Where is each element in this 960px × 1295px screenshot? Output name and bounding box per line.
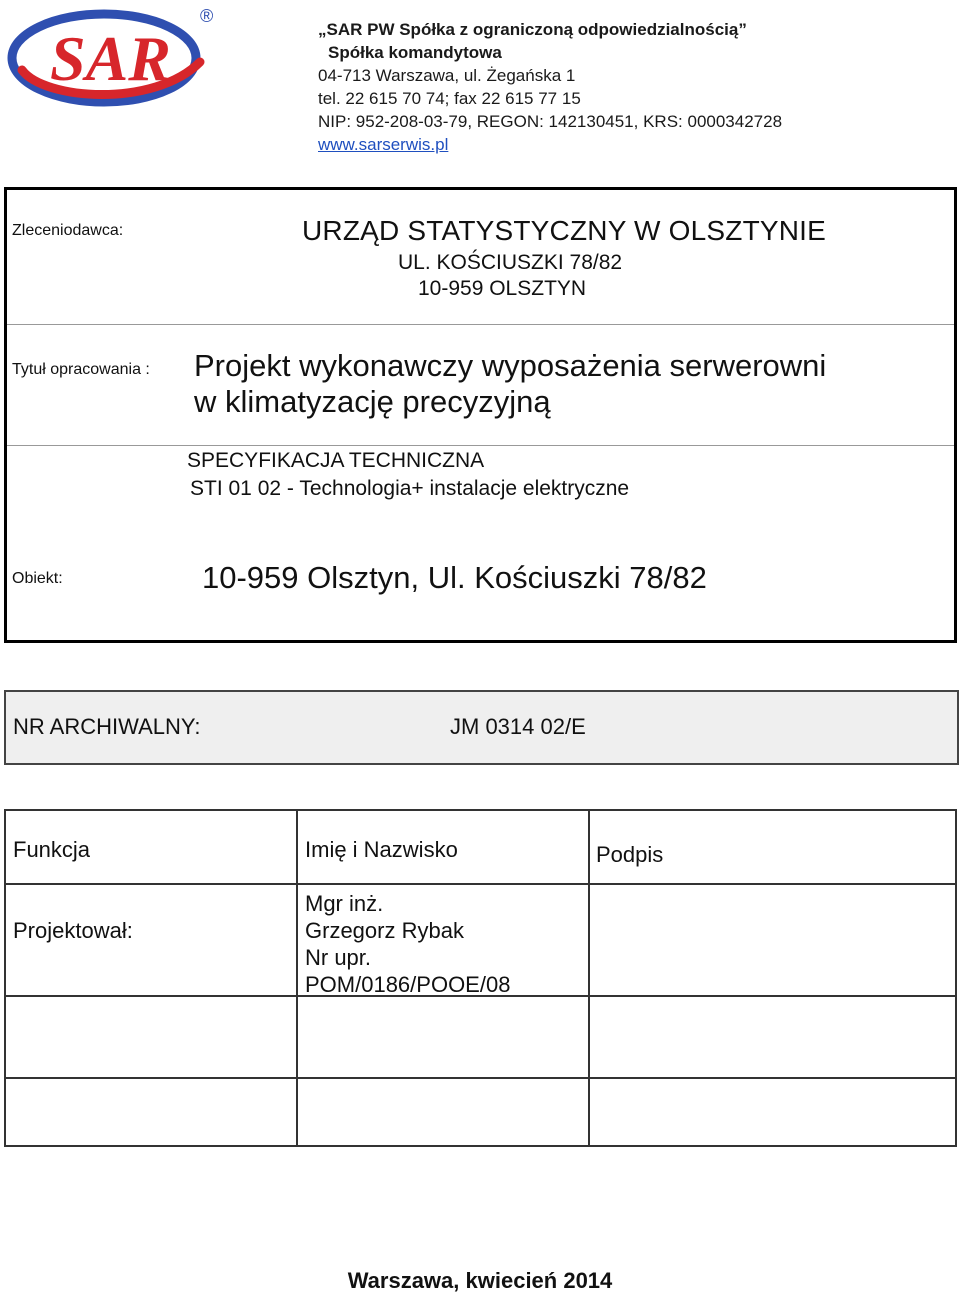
cell-name	[297, 884, 589, 996]
company-registry: NIP: 952-208-03-79, REGON: 142130451, KRS: 0000342728	[318, 112, 783, 131]
cell-signature	[589, 1078, 956, 1146]
table-header-row	[5, 810, 956, 884]
cell-signature	[589, 996, 956, 1078]
designer-title: Mgr inż.	[305, 891, 384, 916]
project-title-line1: Projekt wykonawczy wyposażenia serwerowni	[194, 348, 827, 383]
header-signature: Podpis	[596, 842, 664, 867]
header-cell-signature	[589, 810, 956, 884]
project-title-line2: w klimatyzację precyzyjną	[194, 384, 551, 419]
archive-label: NR ARCHIWALNY:	[13, 714, 201, 739]
divider-title	[7, 445, 954, 446]
logo-text: SAR	[50, 23, 171, 94]
sar-logo-graphic	[4, 0, 222, 112]
signature-table	[4, 809, 957, 1147]
place-and-date: Warszawa, kwiecień 2014	[347, 1268, 613, 1293]
client-name: URZĄD STATYSTYCZNY W OLSZTYNIE	[302, 215, 827, 246]
object-label: Obiekt:	[12, 570, 63, 587]
cell-name	[297, 996, 589, 1078]
company-name: „SAR PW Spółka z ograniczoną odpowiedzialnością”	[318, 20, 747, 39]
header-cell-name	[297, 810, 589, 884]
table-row	[5, 1078, 956, 1146]
function-designer: Projektował:	[13, 918, 133, 943]
archive-number: JM 0314 02/E	[450, 714, 586, 739]
company-address: 04-713 Warszawa, ul. Żegańska 1	[318, 66, 576, 85]
header-function: Funkcja	[13, 837, 91, 862]
cell-function	[5, 1078, 297, 1146]
client-label: Zleceniodawca:	[12, 222, 124, 239]
cell-name	[297, 1078, 589, 1146]
designer-name: Grzegorz Rybak	[305, 918, 464, 943]
company-phone: tel. 22 615 70 74; fax 22 615 77 15	[318, 89, 581, 108]
divider-client	[7, 324, 954, 325]
client-street: UL. KOŚCIUSZKI 78/82	[398, 251, 623, 274]
title-label: Tytuł opracowania :	[12, 361, 150, 378]
table-row	[5, 884, 956, 996]
company-website-link[interactable]: www.sarserwis.pl	[318, 135, 449, 154]
object-value: 10-959 Olsztyn, Ul. Kościuszki 78/82	[202, 560, 707, 595]
header-name: Imię i Nazwisko	[305, 837, 458, 862]
designer-license-number: POM/0186/POOE/08	[305, 972, 511, 997]
registered-mark: ®	[200, 6, 214, 26]
company-logo	[4, 0, 222, 112]
cell-signature	[589, 884, 956, 996]
spec-heading: SPECYFIKACJA TECHNICZNA	[187, 449, 485, 472]
header-cell-function	[5, 810, 297, 884]
client-city: 10-959 OLSZTYN	[418, 277, 587, 300]
cell-function	[5, 884, 297, 996]
designer-license-label: Nr upr.	[305, 945, 372, 970]
company-type: Spółka komandytowa	[328, 43, 502, 62]
cell-function	[5, 996, 297, 1078]
spec-subheading: STI 01 02 - Technologia+ instalacje elektryczne	[190, 477, 630, 500]
company-info	[318, 18, 782, 156]
table-row	[5, 996, 956, 1078]
designer-details	[305, 890, 510, 998]
